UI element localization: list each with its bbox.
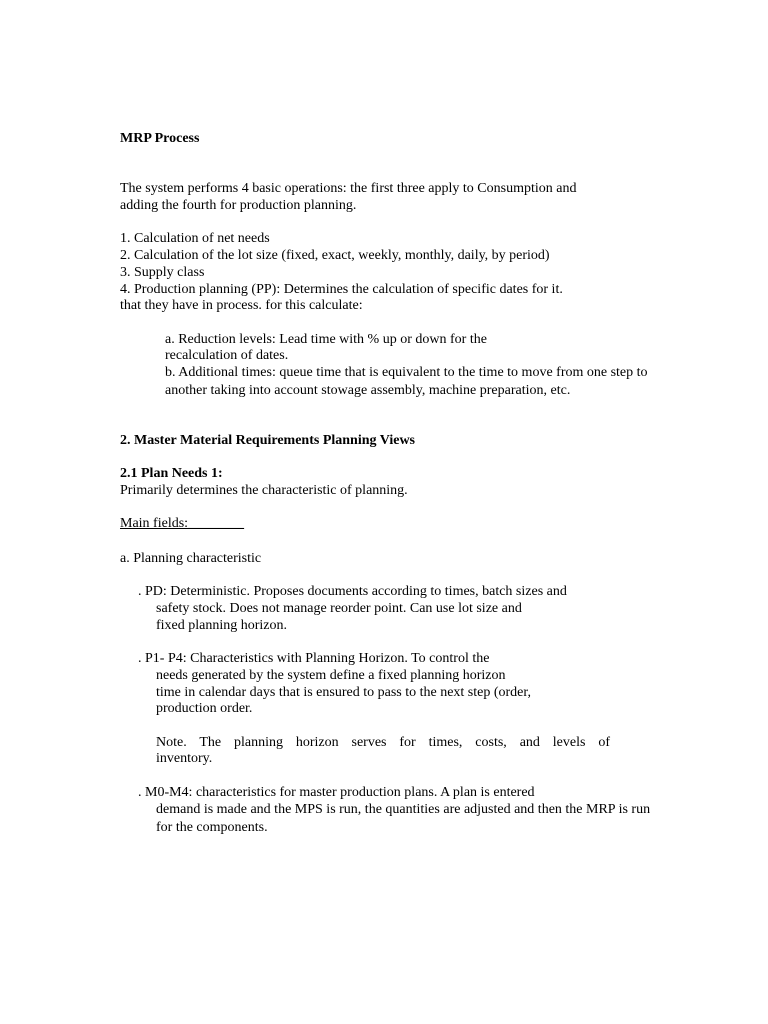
operation-4: 4. Production planning (PP): Determines the calculation of specific dates for it.	[120, 282, 563, 297]
intro-line-1: The system performs 4 basic operations: the first three apply to Consumption and	[120, 181, 577, 196]
p1p4-line-3: time in calendar days that is ensured to pass to the next step (order,	[156, 685, 531, 700]
pd-line-3: fixed planning horizon.	[156, 618, 288, 633]
intro-line-2: adding the fourth for production planning.	[120, 198, 357, 213]
pd-line-1: . PD: Deterministic. Proposes documents according to times, batch sizes and	[138, 584, 567, 599]
sub-item-b-line-1: b. Additional times: queue time that is equivalent to the time to move from one step to	[165, 365, 648, 380]
planning-characteristic-label: a. Planning characteristic	[120, 551, 262, 566]
m0m4-line-2: demand is made and the MPS is run, the quantities are adjusted and then the MRP is run	[156, 802, 651, 817]
pd-line-2: safety stock. Does not manage reorder point. Can use lot size and	[156, 601, 522, 616]
m0m4-line-3: for the components.	[156, 820, 268, 835]
main-fields-label: Main fields:________	[120, 516, 245, 531]
section-2-heading: 2. Master Material Requirements Planning Views	[120, 433, 416, 448]
sub-item-a-line-1: a. Reduction levels: Lead time with % up or down for the	[165, 332, 487, 347]
operation-4-continued: that they have in process. for this calculate:	[120, 298, 363, 313]
sub-item-a-line-2: recalculation of dates.	[165, 348, 289, 363]
note-line-2: inventory.	[156, 751, 213, 766]
operation-2: 2. Calculation of the lot size (fixed, exact, weekly, monthly, daily, by period)	[120, 248, 550, 263]
p1p4-line-1: . P1- P4: Characteristics with Planning Horizon. To control the	[138, 651, 490, 666]
operation-1: 1. Calculation of net needs	[120, 231, 270, 246]
note-line-1: Note. The planning horizon serves for times, costs, and levels of	[156, 735, 610, 750]
p1p4-line-4: production order.	[156, 701, 253, 716]
sub-item-b-line-2: another taking into account stowage assembly, machine preparation, etc.	[165, 383, 571, 398]
section-2-1-text: Primarily determines the characteristic of planning.	[120, 483, 408, 498]
section-2-1-heading: 2.1 Plan Needs 1:	[120, 466, 223, 481]
p1p4-line-2: needs generated by the system define a fixed planning horizon	[156, 668, 506, 683]
m0m4-line-1: . M0-M4: characteristics for master production plans. A plan is entered	[138, 785, 535, 800]
document-title: MRP Process	[120, 131, 200, 146]
operation-3: 3. Supply class	[120, 265, 205, 280]
